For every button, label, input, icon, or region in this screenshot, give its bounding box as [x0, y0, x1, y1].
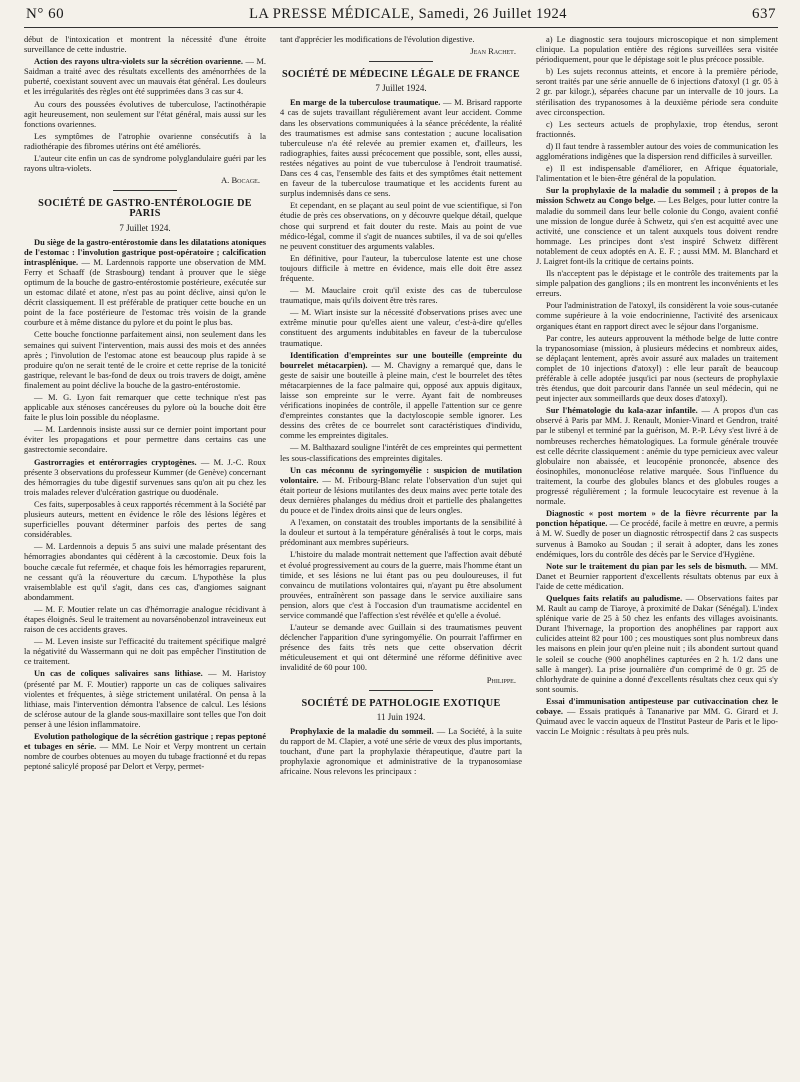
paragraph: Les symptômes de l'atrophie ovarienne consécutifs à la radiothérapie des fibromes utérins ont été améliorés.	[24, 130, 266, 151]
article-body: — MM. Le Noir et Verpy montrent un certain nombre de courbes obtenues au moyen du tubage fractionné et du repas peptoné salicylé proposé par Delort et Verpy, permet-	[24, 741, 266, 772]
article-title: Quelques faits relatifs au paludisme.	[546, 592, 683, 603]
masthead: LA PRESSE MÉDICALE, Samedi, 26 Juillet 1924	[249, 6, 568, 22]
paragraph: Et cependant, en se plaçant au seul point de vue scientifique, si l'on étudie de près ces observations, on y découvre quelque détail, quelque chose qui surprend et fait douter du reste. Mais au point de vue médico-légal, comme il s'agit de nuances subtiles, il va de soi qu'elles ne peuvent constituer des arguments valables.	[280, 200, 522, 251]
divider	[369, 690, 433, 691]
article-title: Gastrorragies et entérorragies cryptogènes.	[34, 456, 197, 467]
article-title: Evolution pathologique de la sécrétion gastrique ; repas peptoné et tubages en série.	[24, 731, 266, 752]
paragraph: L'auteur cite enfin un cas de syndrome polyglandulaire guéri par les rayons ultra-violets.	[24, 153, 266, 174]
article-body: — Observations faites par M. Rault au camp de Tiaroye, à proximité de Dakar (Sénégal). L'index splénique varie de 25 à 50 chez les enfants des villages avoisinants. Durant l'hivernage, la proportion des anophélines par rapport aux culicides atteint 82 pour 100 ; ces moustiques sont plus nombreux dans les maisons en plein jour qu'en pleine nuit ; ils abondent surtout quand le soleil se couche (900 anophélines capturées en 2 h. 1/2 dans une salle à manger). La prise journalière d'un comprimé de 0 gr. 25 de chlorhydrate de quinine a donné d'excellents résultats chez ceux qui s'y sont soumis.	[536, 592, 778, 694]
paragraph: L'auteur se demande avec Guillain si des traumatismes peuvent déclencher l'apparition d'une syringomyélie. On pourrait l'affirmer en présence des faits très nets que cette observation décrit méticuleusement et qui ont déterminé une réforme définitive avec invalidité de 60 pour 100.	[280, 622, 522, 673]
paragraph	[280, 465, 522, 515]
section-date: 11 Juin 1924.	[376, 711, 426, 722]
article-body: — Les Belges, pour lutter contre la maladie du sommeil dans leur belle colonie du Congo, avaient confié une mission de longue durée à Schwetz, qui s'en est acquitté avec une activité, une conscience et un talent auxquels tous doivent rendre hommage. Les principes dont s'est inspiré Schwetz diffèrent notablement de ceux adoptés en A. E. F. ; aussi MM. M. Blanchard et J. Laigret font-ils la critique de certains points.	[536, 195, 778, 266]
article-title: Action des rayons ultra-violets sur la sécrétion ovarienne.	[34, 56, 244, 67]
page-header	[24, 6, 778, 28]
paragraph: Cette bouche fonctionne parfaitement ainsi, non seulement dans les semaines qui suivent l'intervention, mais aussi des mois et des années après ; l'involution de l'estomac atone est beaucoup plus rapide à se produire qu'on ne serait tenté de le croire et cette reprise de la tonicité gastrique, relevant le bas-fond de deux ou trois travers de doigt, amène finalement au point déclive la bouche de la gastro-entérostomie.	[24, 329, 266, 390]
article-title: En marge de la tuberculose traumatique.	[290, 97, 441, 108]
paragraph	[536, 561, 778, 591]
paragraph: — M. Lardennois insiste aussi sur ce dernier point important pour éviter les propagations et pour permettre dans certains cas une gastrectomie secondaire.	[24, 424, 266, 455]
column-2	[280, 34, 522, 1068]
paragraph: c) Les secteurs actuels de prophylaxie, trop étendus, seront fractionnés.	[536, 118, 778, 139]
article-body: — La Société, à la suite du rapport de M. Clapier, a voté une série de vœux des plus importants, touchant, d'une part la prophylaxie thérapeutique, d'autre part la prophylaxie agronomique et administrative de la trypanosomiase africaine. Nous relevons les principaux :	[280, 725, 522, 777]
paragraph: En définitive, pour l'auteur, la tuberculose latente est une chose toujours difficile à mettre en évidence, mais elle doit être assez fréquente.	[280, 252, 522, 283]
issue-number: N° 60	[26, 6, 65, 22]
article-title: Sur la prophylaxie de la maladie du sommeil ; à propos de la mission Schwetz au Congo belge.	[536, 185, 778, 206]
paragraph: Ces faits, superposables à ceux rapportés récemment à la Société par plusieurs auteurs, mettent en évidence le rôle des lésions légères et superficielles pouvant déterminer parfois des pertes de sang considérables.	[24, 498, 266, 540]
paragraph: Par contre, les auteurs approuvent la méthode belge de lutte contre la trypanosomiase (mission, à plusieurs médecins et nombreux aides, se déplaçant lentement, après avoir assuré aux malades un traitement complet de 10 injections d'atoxyl) : elle leur paraît de beaucoup préférable à celle adoptée jusqu'ici par nous (secteurs de prophylaxie très étendus, que doit parcourir dans l'année un seul médecin, qui ne peut injecter aux sommeillards que deux doses d'atoxyl).	[536, 332, 778, 404]
page-number: 637	[751, 6, 776, 22]
paragraph: — M. Balthazard souligne l'intérêt de ces empreintes qui permettent les sous-classifications des empreintes digitales.	[280, 442, 522, 463]
article-body: — M. Lardennois rapporte une observation de MM. Ferry et Schaaff (de Strasbourg) tendant à prouver que le siège optimum de la bouche de gastro-entérostomie postérieure, exécutée sur un estomac dilaté et atone, n'est pas au point déclive, ainsi qu'on le décrit classiquement. Il est préférable de pratiquer cette bouche en un point de la face postérieure de l'estomac très voisin de la grande courbure et à même distance du pylore et du point le plus bas.	[24, 256, 266, 328]
paragraph	[24, 237, 266, 328]
paragraph: e) Il est indispensable d'améliorer, en Afrique équatoriale, l'alimentation et le bien-être général de la population.	[536, 163, 778, 184]
paragraph	[536, 185, 778, 266]
paragraph	[24, 56, 266, 96]
paragraph: — M. F. Moutier relate un cas d'hémorragie analogue récidivant à étapes éloignés. Seul le traitement au novarsénobenzol intraveineux eut raison de ces accidents graves.	[24, 603, 266, 635]
section-title: SOCIÉTÉ DE PATHOLOGIE EXOTIQUE	[301, 697, 501, 709]
signature: Philippe.	[486, 674, 516, 685]
article-title: Sur l'hématologie du kala-azar infantile.	[546, 405, 698, 416]
section-date: 7 Juillet 1924.	[375, 83, 427, 94]
divider	[369, 61, 433, 62]
section-title: SOCIÉTÉ DE MÉDECINE LÉGALE DE FRANCE	[281, 69, 521, 81]
paragraph: — M. G. Lyon fait remarquer que cette technique n'est pas applicable aux sténoses cancéreuses du pylore où la bouche doit être faite le plus loin possible du néoplasme.	[24, 392, 266, 423]
paragraph: A l'examen, on constatait des troubles importants de la sensibilité à la douleur et surtout à la température généralisés à tout le corps, mais prédominant aux membres supérieurs.	[280, 517, 522, 548]
paragraph: Pour l'administration de l'atoxyl, ils considèrent la voie sous-cutanée comme supérieure à la voie endocrinienne, l'activité des arsenicaux organiques étant en rapport direct avec le séjour dans l'organisme.	[536, 300, 778, 331]
paragraph: Au cours des poussées évolutives de tuberculose, l'actinothérapie agit heureusement, non seulement sur l'état général, mais aussi sur les fonctions ovariennes.	[24, 98, 266, 129]
paragraph: a) Le diagnostic sera toujours microscopique et non simplement clinique. La population entière des régions surveillées sera visitée périodiquement, pour que le dépistage soit le plus précoce possible.	[536, 34, 778, 65]
paragraph	[280, 350, 522, 441]
article-body: — Essais pratiqués à Tananarive par MM. G. Girard et J. Quimaud avec le vaccin aqueux de l'Institut Pasteur de Paris et le lipo-vaccin Le Moignic : résultats à peu près nuls.	[536, 706, 778, 737]
paragraph: b) Les sujets reconnus atteints, et encore à la première période, seront traités par une série annuelle de 6 injections d'atoxyl (1 gr. 05 à 2 gr. par kilogr.), séparées chacune par un intervalle de 10 jours. La stérilisation des trypanosomes à la deuxième période sera conduite avec circonspection.	[536, 66, 778, 117]
article-title: Un cas méconnu de syringomyélie : suspicion de mutilation volontaire.	[280, 464, 522, 485]
article-body: — A propos d'un cas observé à Paris par MM. J. Renault, Monier-Vinard et Gendron, traité par le stibenyl et terminé par la guérison, M. P.-P. Lévy s'est livré à de nombreuses recherches hématologiques. La formule générale trouvée est celle décrite classiquement : anémie du type pernicieux avec valeur globulaire non abaissée, et leucopénie prononcée, absence des éosinophiles, mononucléose relative marquée. Sous l'influence du traitement, la courbe des globules blancs et des globules rouges a progressé régulièrement ; la formule leucocytaire est revenue à la normale.	[536, 405, 778, 507]
article-title: Identification d'empreintes sur une bouteille (empreinte du bourrelet métacarpien).	[280, 349, 522, 370]
paragraph: — M. Leven insiste sur l'efficacité du traitement spécifique malgré la négativité du Wassermann qui ne doit pas empêcher l'institution de ce traitement.	[24, 636, 266, 667]
column-1	[24, 34, 266, 1068]
paragraph: — M. Mauclaire croit qu'il existe des cas de tuberculose traumatique, mais qu'ils doivent être très rares.	[280, 285, 522, 306]
article-body: — M. J.-C. Roux présente 3 observations du professeur Kummer (de Genève) concernant des hémorragies du tube digestif survenues sans qu'on ait pu chez les trois malades relever d'ulcération gastrique ou duodénale.	[24, 456, 266, 497]
article-body: — M. Saidman a traité avec des résultats excellents des aménorrhées de la puberté, coexistant souvent avec un mauvais état général. Les douleurs et les irrégularités des règles ont été supprimées dans 3 cas sur 4.	[24, 56, 266, 97]
column-3	[536, 34, 778, 1068]
signature: Jean Rachet.	[470, 46, 516, 57]
article-body: — MM. Danet et Beurnier rapportent d'excellents résultats obtenus par eux à l'aide de cette médication.	[536, 560, 778, 591]
paragraph	[536, 508, 778, 558]
article-body: — M. Brisard rapporte 4 cas de sujets travaillant régulièrement avant leur accident. Comme dans les observations communiquées à la séance précédente, la réalité des traumatismes est admise sans contestation ; aucune localisation tuberculeuse n'a été relevée au premier examen et, d'ailleurs, les radiographies, faites aussi précocement que possible, sont, elles aussi, restées négatives au point de vue tuberculose à l'endroit traumatisé. Dans ces 4 cas, l'ensemble des faits et des symptômes était nettement en faveur de la tuberculose traumatique et les accidents furent au surplus indemnisés dans ce sens.	[280, 97, 522, 199]
paragraph: tant d'apprécier les modifications de l'évolution digestive.	[280, 34, 475, 44]
paragraph	[536, 405, 778, 506]
paragraph	[536, 593, 778, 694]
article-body: — M. Haristoy (présenté par M. F. Moutier) rapporte un cas de coliques salivaires violentes et fréquentes, à siège strictement unilatéral. On pensa à la lithiase, mais l'intervention démontra l'absence de calcul. Les lésions de sclérose autour de la glande sous-maxillaire sont telles que l'on doit penser à une lésion inflammatoire.	[24, 668, 266, 729]
article-title: Du siège de la gastro-entérostomie dans les dilatations atoniques de l'estomac : l'involution gastrique post-opératoire ; calcification intrasplénique.	[24, 236, 266, 267]
paragraph: — M. Wiart insiste sur la nécessité d'observations prises avec une extrême minutie pour qu'elles aient une valeur, c'est-à-dire qu'elles constituent des arguments indubitables en faveur de la tuberculose traumatique.	[280, 307, 522, 348]
section-date: 7 Juillet 1924.	[119, 222, 171, 233]
paragraph	[24, 731, 266, 771]
paragraph	[24, 668, 266, 729]
paragraph: L'histoire du malade montrait nettement que l'affection avait débuté et évolué progressivement au cours de la guerre, mais l'homme étant un timide, et ses lésions ne lui étant pas ou peu douloureuses, il fut convaincu de mutilations volontaires qui, n'ayant pu être absolument prouvées, entraînèrent son passage dans le service auxiliaire sans pension, alors que c'est à l'occasion d'un traumatisme accidentel en service commandé que l'affection s'est révélée et qu'elle a évolué.	[280, 549, 522, 620]
paragraph: début de l'intoxication et montrent la nécessité d'une étroite surveillance de cette industrie.	[24, 34, 266, 55]
article-title: Un cas de coliques salivaires sans lithiase.	[34, 668, 203, 679]
paragraph: — M. Lardennois a depuis 5 ans suivi une malade présentant des hémorragies abondantes qui cédèrent à la cæcostomie. Deux fois la bouche cæcale fut refermée, et chaque fois les hémorragies reparurent, ne cessant qu'à la réouverture du cæcum. L'hypothèse la plus vraisemblable est qu'il s'agit, dans ces cas, d'angiomes saignant abondamment.	[24, 541, 266, 602]
article-title: Essai d'immunisation antipesteuse par cutivaccination chez le cobaye.	[536, 695, 778, 716]
paragraph	[536, 696, 778, 736]
paragraph: d) Il faut tendre à rassembler autour des voies de communication les agglomérations indigènes que la dispersion rend difficiles à surveiller.	[536, 140, 778, 162]
article-body: — Ce procédé, facile à mettre en œuvre, a permis à M. W. Suedly de poser un diagnostic rétrospectif dans 2 cas suspects survenus à Bamoko au Soudan ; il serait à adopter, dans les zones endémiques, lors du contrôle des décès par le Service d'Hygiène.	[536, 518, 778, 559]
paragraph: Ils n'acceptent pas le dépistage et le contrôle des traitements par la simple palpation des ganglions ; ils en montrent les inconvénients et les erreurs.	[536, 268, 778, 299]
paragraph	[280, 97, 522, 198]
paragraph	[24, 457, 266, 497]
article-body: — M. Fribourg-Blanc relate l'observation d'un sujet qui était porteur de lésions mutilantes des deux mains avec perte totale des deux dernières phalanges du médius droit et partielle des phalangettes du pouce et de l'index droits ainsi que de leurs ongles.	[280, 474, 522, 516]
signature: A. Bocage.	[220, 175, 260, 186]
article-body: — M. Chavigny a remarqué que, dans le geste de saisir une bouteille à pleine main, c'est le bourrelet des têtes métacarpiennes de la face palmaire qui, opposé aux appuis digitaux, laisse son empreinte sur le verre. Ayant fait de nombreuses vérifications inopinées de contrôle, il appelle l'attention sur ce genre d'empreintes constantes que la dactyloscopie semble ignorer. Les dessins des crêtes de ce bourrelet sont caractéristiques d'individu, comme les empreintes digitales.	[280, 359, 522, 441]
article-title: Prophylaxie de la maladie du sommeil.	[290, 725, 434, 736]
divider	[113, 190, 177, 191]
paragraph	[280, 726, 522, 776]
article-title: Diagnostic « post mortem » de la fièvre récurrente par la ponction hépatique.	[536, 508, 778, 529]
section-title: SOCIÉTÉ DE GASTRO-ENTÉROLOGIE DE PARIS	[38, 198, 252, 220]
article-title: Note sur le traitement du pian par les sels de bismuth.	[546, 560, 747, 571]
